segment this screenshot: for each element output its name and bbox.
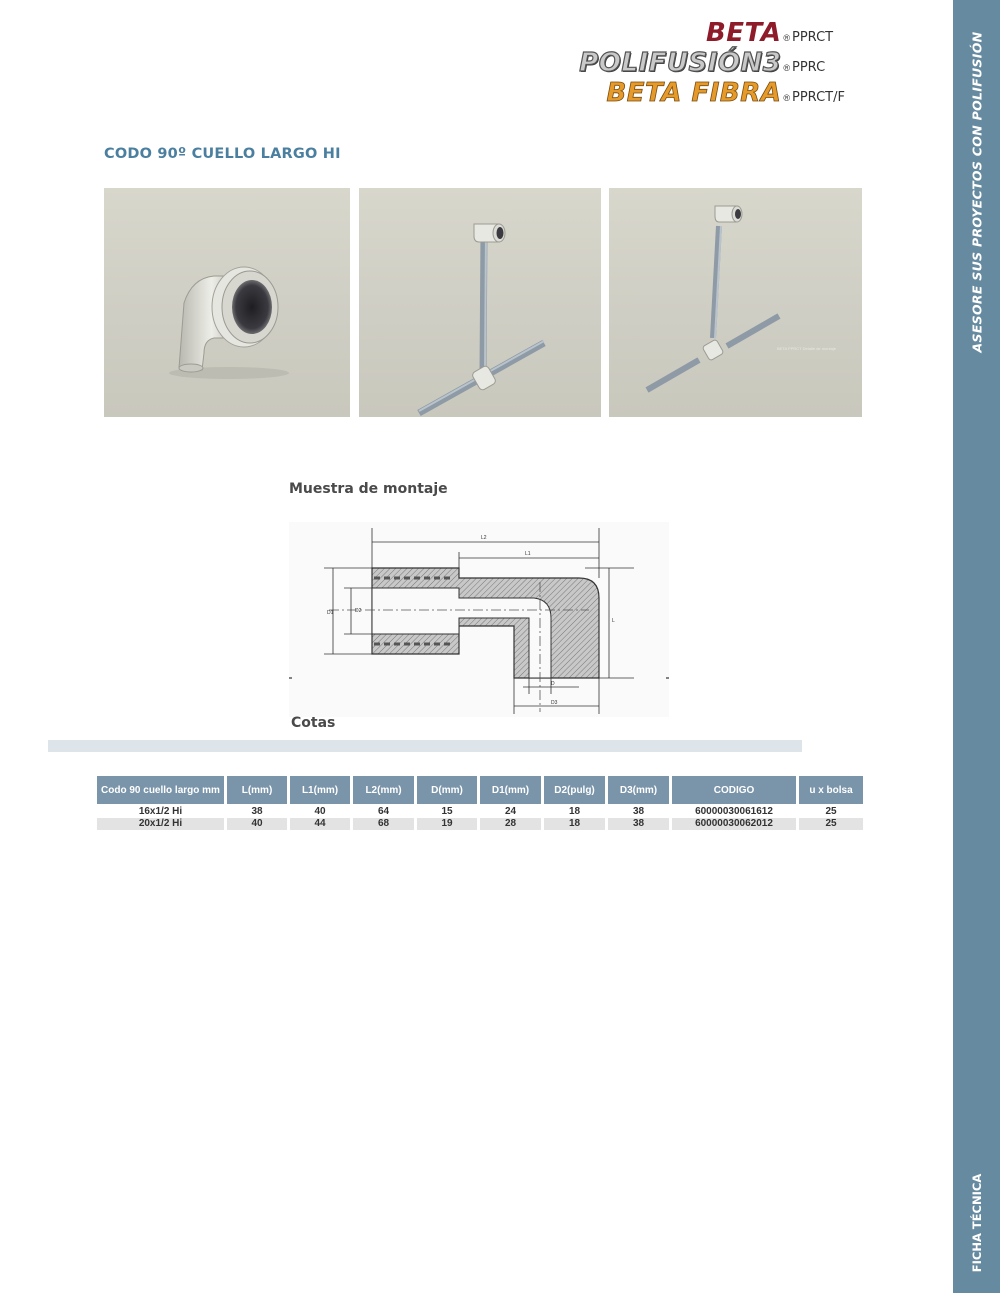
column-header-product: Codo 90 cuello largo mm (97, 776, 227, 806)
dim-label-l: L (612, 618, 615, 624)
section-divider (48, 740, 802, 752)
table-cell: 16x1/2 Hi (97, 806, 227, 818)
table-cell: 64 (353, 806, 417, 818)
column-header-units: u x bolsa (799, 776, 863, 806)
column-header-codigo: CODIGO (672, 776, 799, 806)
table-cell: 25 (799, 818, 863, 830)
registered-mark: ® (783, 63, 790, 73)
assembly-illustration-2 (609, 188, 862, 417)
column-header-l2: L2(mm) (353, 776, 417, 806)
table-row (97, 818, 863, 830)
table-cell: 24 (480, 806, 544, 818)
column-header-d2: D2(pulg) (544, 776, 608, 806)
brand-suffix: PPRC (792, 60, 826, 75)
table-cell: 44 (290, 818, 353, 830)
section-label-cotas: Cotas (291, 715, 336, 731)
table-cell: 18 (544, 818, 608, 830)
table-cell: 68 (353, 818, 417, 830)
dim-label-d1: D1 (327, 610, 334, 616)
section-label-muestra: Muestra de montaje (289, 481, 448, 497)
table-cell: 25 (799, 806, 863, 818)
column-header-d3: D3(mm) (608, 776, 672, 806)
table-cell: 19 (417, 818, 480, 830)
table-cell: 38 (608, 818, 672, 830)
table-cell: 28 (480, 818, 544, 830)
table-cell: 60000030061612 (672, 806, 799, 818)
table-cell: 18 (544, 806, 608, 818)
dim-label-d2: D2 (355, 608, 362, 614)
dim-label-l1: L1 (525, 551, 531, 557)
table-cell: 38 (608, 806, 672, 818)
sidebar-tagline (953, 12, 1000, 372)
table-cell: 40 (227, 818, 290, 830)
dim-label-d3: D3 (551, 700, 558, 706)
dim-label-l2: L2 (481, 535, 487, 541)
table-row (97, 806, 863, 818)
brand-name: POLIFUSIÓN3 (579, 48, 782, 78)
brand-line-beta-fibra (552, 78, 852, 108)
dim-label-d: D (551, 681, 555, 687)
brand-line-beta (552, 18, 852, 48)
brand-name: BETA FIBRA (606, 78, 782, 108)
column-header-d1: D1(mm) (480, 776, 544, 806)
photo-watermark: BETA PPRCT Detalle de montaje (777, 346, 836, 351)
assembly-photo-1 (359, 188, 601, 417)
sidebar-doc-type-text: FICHA TÉCNICA (969, 1173, 984, 1272)
dimension-drawing-svg (289, 522, 669, 717)
assembly-photo-2 (609, 188, 862, 417)
brand-name: BETA (705, 18, 782, 48)
table-cell: 38 (227, 806, 290, 818)
table-cell: 20x1/2 Hi (97, 818, 227, 830)
table-cell: 40 (290, 806, 353, 818)
spec-table (97, 776, 863, 830)
table-header-row (97, 776, 863, 806)
right-sidebar (953, 0, 1000, 1293)
column-header-d: D(mm) (417, 776, 480, 806)
table-cell: 60000030062012 (672, 818, 799, 830)
column-header-l1: L1(mm) (290, 776, 353, 806)
elbow-fitting-illustration (104, 188, 350, 417)
assembly-illustration-1 (359, 188, 601, 417)
fitting-closeup-photo (104, 188, 350, 417)
brand-line-polifusion (552, 48, 852, 78)
sidebar-tagline-text: ASESORE SUS PROYECTOS CON POLIFUSIÓN (969, 31, 984, 353)
page-title: CODO 90º CUELLO LARGO HI (104, 146, 341, 162)
dimension-drawing (289, 522, 669, 717)
brand-logo-block (552, 18, 852, 108)
brand-suffix: PPRCT/F (792, 90, 845, 105)
registered-mark: ® (783, 33, 790, 43)
sidebar-doc-type (953, 1160, 1000, 1285)
column-header-l: L(mm) (227, 776, 290, 806)
brand-suffix: PPRCT (792, 30, 834, 45)
registered-mark: ® (783, 93, 790, 103)
table-cell: 15 (417, 806, 480, 818)
